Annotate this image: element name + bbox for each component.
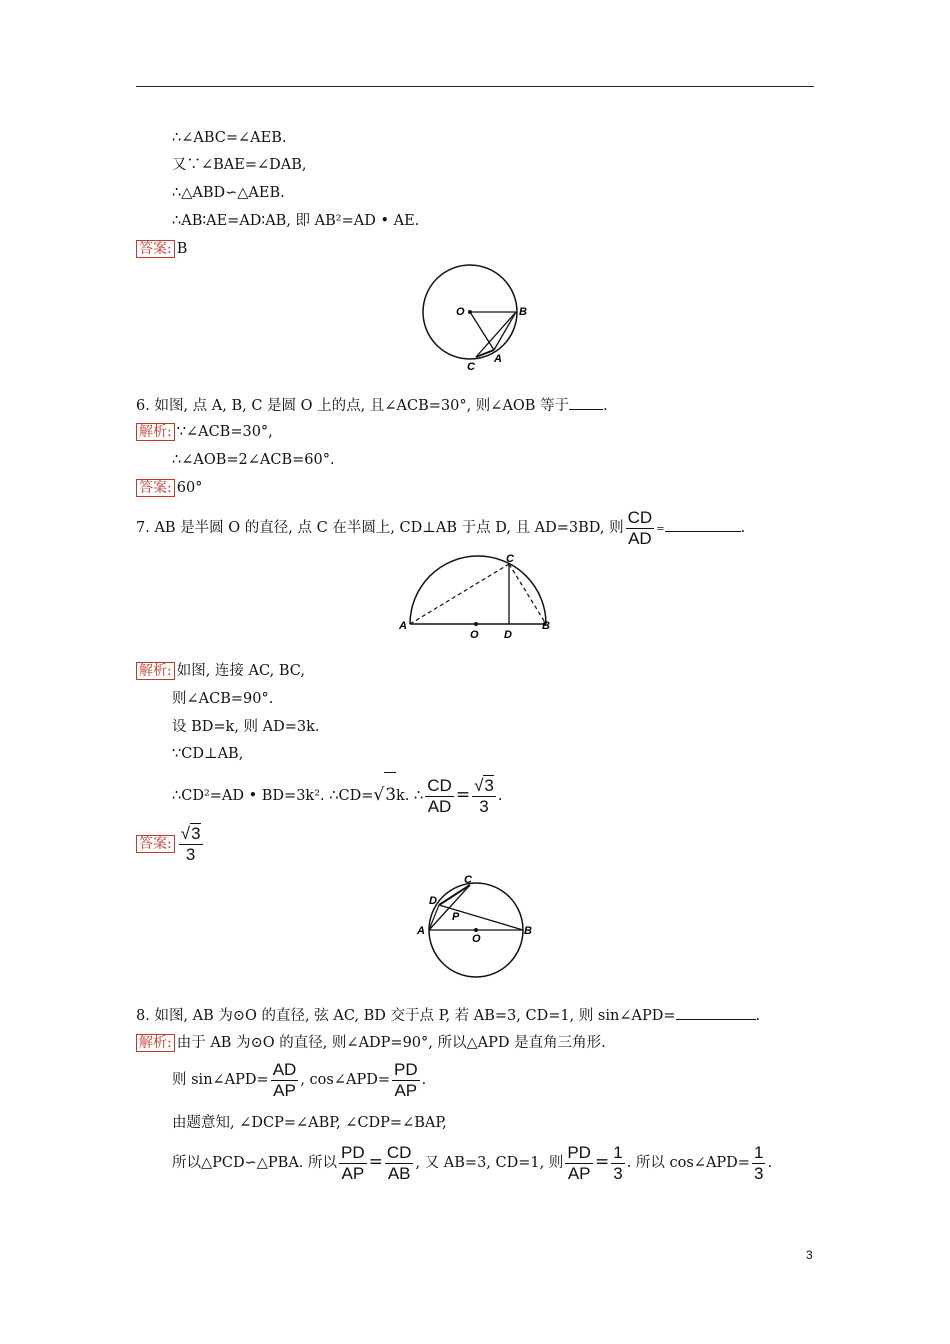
denominator: AP — [394, 1080, 418, 1100]
point-label: C — [467, 361, 475, 373]
solution-tag: 解析: — [136, 1034, 175, 1052]
point-label: A — [399, 620, 407, 632]
solution-8 — [136, 1033, 606, 1053]
fraction — [179, 823, 203, 865]
punct: . — [755, 1008, 761, 1024]
point-label: B — [524, 925, 532, 937]
question-6 — [136, 395, 608, 416]
solution-text: k. ∴ — [396, 788, 424, 804]
page-number: 3 — [806, 1248, 813, 1262]
solution-line — [172, 772, 502, 818]
answer-blank — [665, 517, 741, 532]
solution-line: ∴AB∶AE=AD∶AB, 即 AB²=AD • AE. — [172, 213, 420, 229]
point-label: P — [452, 911, 460, 923]
point-label: A — [494, 353, 502, 365]
answer-blank — [569, 395, 603, 410]
header-rule — [136, 86, 814, 87]
fraction — [339, 1143, 367, 1184]
fraction — [611, 1143, 624, 1184]
answer-value: B — [176, 241, 188, 257]
numerator: CD — [386, 1142, 412, 1162]
denominator: 3 — [185, 845, 196, 864]
solution-line: ∴△ABD∽△AEB. — [172, 185, 285, 201]
solution-text: , 又 AB=3, CD=1, 则 — [415, 1155, 564, 1171]
solution-text: ∴CD²=AD • BD=3k². ∴CD= — [172, 788, 374, 804]
denominator: AP — [341, 1163, 365, 1183]
solution-line: 设 BD=k, 则 AD=3k. — [172, 719, 320, 735]
solution-text: 所以△PCD∽△PBA. 所以 — [172, 1155, 338, 1171]
denominator: 3 — [613, 1163, 623, 1183]
point-label: C — [464, 874, 472, 886]
solution-line: 则∠ACB=90°. — [172, 691, 274, 707]
question-7 — [136, 506, 745, 552]
fraction — [392, 1060, 420, 1101]
question-text: 7. AB 是半圆 O 的直径, 点 C 在半圆上, CD⊥AB 于点 D, 且 AD=3BD, 则 — [136, 520, 624, 536]
denominator: AP — [567, 1163, 591, 1183]
point-label: B — [542, 620, 550, 632]
answer-tag: 答案: — [136, 240, 175, 258]
numerator: PD — [341, 1142, 365, 1162]
equals: = — [594, 1152, 610, 1172]
solution-text: 如图, 连接 AC, BC, — [176, 663, 305, 679]
numerator: 1 — [753, 1142, 764, 1162]
solution-text: 则 sin∠APD= — [172, 1072, 269, 1088]
solution-line: ∴∠ABC=∠AEB. — [172, 130, 287, 146]
numerator: √3 — [474, 776, 494, 795]
answer-tag: 答案: — [136, 479, 175, 497]
numerator: PD — [393, 1059, 418, 1079]
numerator: CD — [427, 775, 452, 795]
solution-line: ∵CD⊥AB, — [172, 746, 244, 762]
point-label: O — [472, 933, 481, 945]
denominator: AP — [273, 1080, 296, 1100]
answer-value: 60° — [176, 480, 203, 496]
equals: = — [656, 524, 665, 535]
solution-line — [172, 1140, 772, 1185]
numerator: CD — [627, 507, 653, 527]
answer-blank — [676, 1005, 756, 1020]
sqrt: √3 — [373, 785, 396, 805]
denominator: 3 — [479, 797, 489, 816]
solution-text: 由于 AB 为⊙O 的直径, 则∠ADP=90°, 所以△APD 是直角三角形. — [176, 1035, 606, 1051]
point-label: D — [504, 629, 512, 641]
answer-tag: 答案: — [136, 835, 175, 853]
figure-circle-chords — [414, 872, 544, 982]
punct: . — [497, 788, 503, 804]
solution-text: ∵∠ACB=30°, — [176, 424, 273, 440]
fraction — [271, 1060, 299, 1101]
solution-tag: 解析: — [136, 662, 175, 680]
point-label: D — [429, 895, 437, 907]
fraction — [425, 776, 454, 817]
question-text: 6. 如图, 点 A, B, C 是圆 O 上的点, 且∠ACB=30°, 则∠AOB 等于 — [136, 398, 570, 414]
solution-line: 由题意知, ∠DCP=∠ABP, ∠CDP=∠BAP, — [172, 1115, 447, 1131]
denominator: AD — [628, 528, 652, 548]
punct: . — [421, 1072, 427, 1088]
solution-text: . 所以 cos∠APD= — [626, 1155, 750, 1171]
point-label: O — [456, 306, 465, 318]
fraction — [626, 508, 655, 549]
numerator: PD — [567, 1142, 591, 1162]
solution-text: , cos∠APD= — [300, 1072, 390, 1088]
answer-7 — [136, 822, 205, 866]
solution-line: 又∵∠BAE=∠DAB, — [172, 157, 307, 173]
equals: = — [455, 785, 471, 805]
fraction — [472, 775, 496, 817]
answer-6 — [136, 478, 202, 498]
denominator: 3 — [753, 1163, 764, 1183]
denominator: AD — [427, 796, 452, 816]
point-label: O — [470, 629, 479, 641]
numerator: 1 — [613, 1142, 623, 1162]
point-label: B — [519, 306, 527, 318]
radicand: 3 — [484, 776, 494, 795]
point-label: A — [417, 925, 425, 937]
numerator: √3 — [180, 824, 201, 843]
figure-circle-abc — [416, 260, 546, 380]
punct: . — [740, 520, 746, 536]
punct: . — [767, 1155, 773, 1171]
solution-tag: 解析: — [136, 423, 175, 441]
solution-7 — [136, 661, 305, 681]
fraction — [752, 1143, 765, 1184]
radicand: 3 — [191, 824, 201, 843]
figure-semicircle — [396, 552, 566, 642]
solution-line: ∴∠AOB=2∠ACB=60°. — [172, 452, 335, 468]
answer-5 — [136, 239, 187, 259]
question-text: 8. 如图, AB 为⊙O 的直径, 弦 AC, BD 交于点 P, 若 AB=3, CD=1, 则 sin∠APD= — [136, 1008, 676, 1024]
point-label: C — [506, 553, 514, 565]
question-8 — [136, 1005, 760, 1026]
radicand: 3 — [384, 772, 396, 817]
fraction — [385, 1143, 414, 1184]
solution-line — [172, 1058, 426, 1102]
equals: = — [368, 1152, 383, 1172]
fraction — [565, 1143, 593, 1184]
solution-6 — [136, 422, 273, 442]
denominator: AB — [387, 1163, 411, 1183]
numerator: AD — [272, 1059, 297, 1079]
punct: . — [603, 398, 608, 414]
